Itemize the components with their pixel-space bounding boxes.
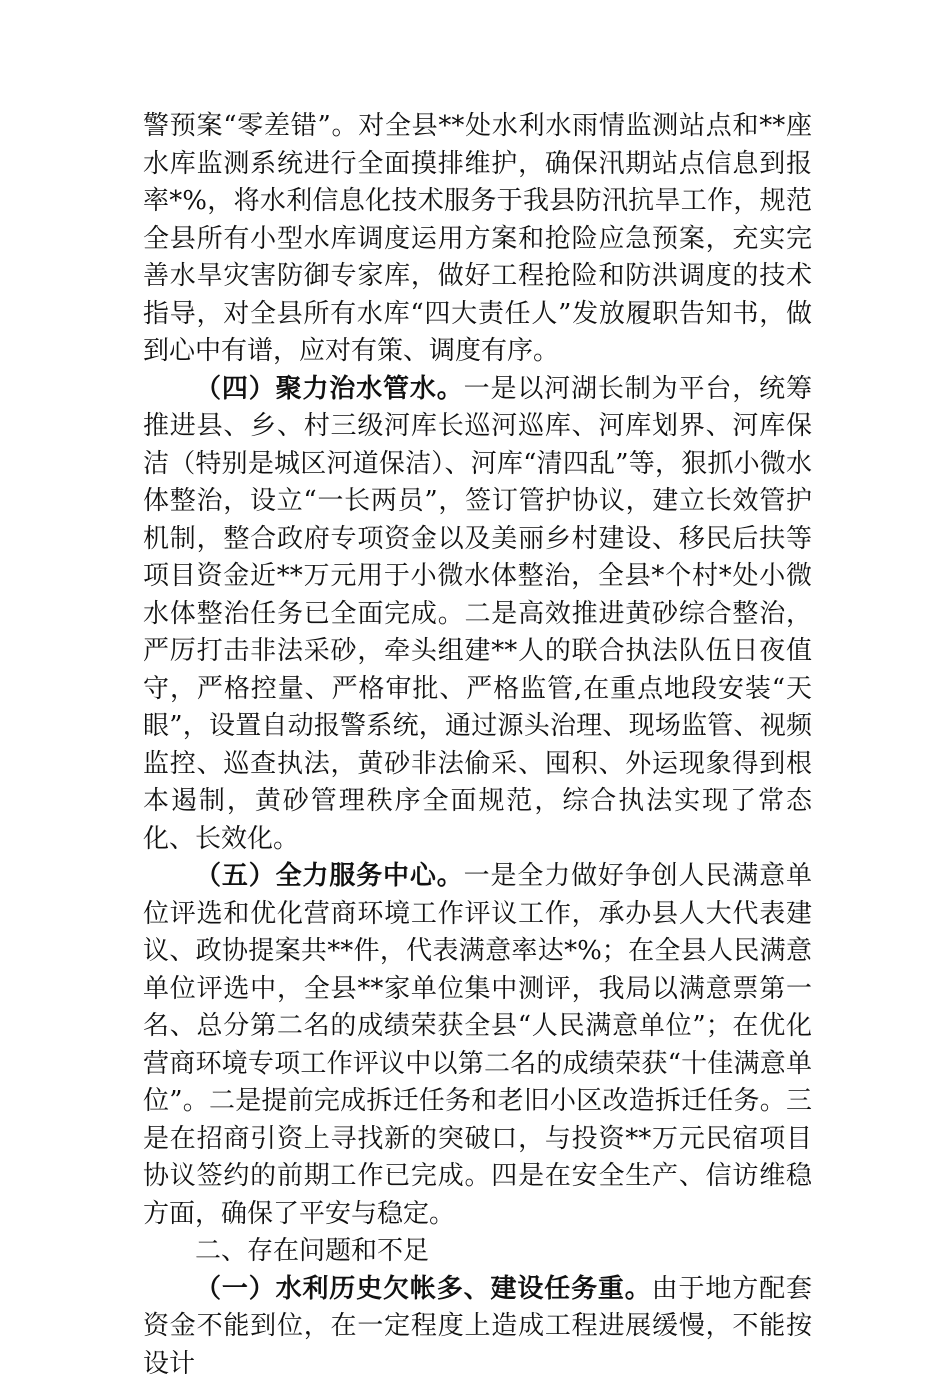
paragraph-lead: （一）水利历史欠帐多、建设任务重。: [195, 1274, 652, 1304]
paragraph-text: 由于地方配套资金不能到位，在一定程度上造成工程进展缓慢，不能按设计: [143, 1274, 812, 1379]
section-heading: 二、存在问题和不足: [143, 1233, 812, 1271]
paragraph-problem-one: [143, 1271, 812, 1383]
paragraph-continuation: [143, 108, 812, 371]
paragraph-five: [143, 858, 812, 1233]
paragraph-text: 一是以河湖长制为平台，统筹推进县、乡、村三级河库长巡河巡库、河库划界、河库保洁（特别是城区河道保洁）、河库“清四乱”等，狠抓小微水体整治，设立“一长两员”，签订管护协议，建立长效管护机制，整合政府专项资金以及美丽乡村建设、移民后扶等项目资金近**万元用于小微水体整治，全县*个村*处小微水体整治任务已全面完成。二是高效推进黄砂综合整治，严厉打击非法采砂，牵头组建**人的联合执法队伍日夜值守，严格控量、严格审批、严格监管,在重点地段安装“天眼”，设置自动报警系统，通过源头治理、现场监管、视频监控、巡查执法，黄砂非法偷采、囤积、外运现象得到根本遏制，黄砂管理秩序全面规范，综合执法实现了常态化、长效化。: [143, 374, 812, 854]
paragraph-four: [143, 371, 812, 859]
paragraph-text: 警预案“零差错”。对全县**处水利水雨情监测站点和**座水库监测系统进行全面摸排维护，确保汛期站点信息到报率*%，将水利信息化技术服务于我县防汛抗旱工作，规范全县所有小型水库调度运用方案和抢险应急预案，充实完善水旱灾害防御专家库，做好工程抢险和防洪调度的技术指导，对全县所有水库“四大责任人”发放履职告知书，做到心中有谱，应对有策、调度有序。: [143, 111, 812, 366]
paragraph-text: 一是全力做好争创人民满意单位评选和优化营商环境工作评议工作，承办县人大代表建议、政协提案共**件，代表满意率达*%；在全县人民满意单位评选中，全县**家单位集中测评，我局以满意票第一名、总分第二名的成绩荣获全县“人民满意单位”；在优化营商环境专项工作评议中以第二名的成绩荣获“十佳满意单位”。二是提前完成拆迁任务和老旧小区改造拆迁任务。三是在招商引资上寻找新的突破口，与投资**万元民宿项目协议签约的前期工作已完成。四是在安全生产、信访维稳方面，确保了平安与稳定。: [143, 861, 812, 1229]
paragraph-lead: （四）聚力治水管水。: [195, 374, 464, 404]
paragraph-lead: （五）全力服务中心。: [195, 861, 464, 891]
